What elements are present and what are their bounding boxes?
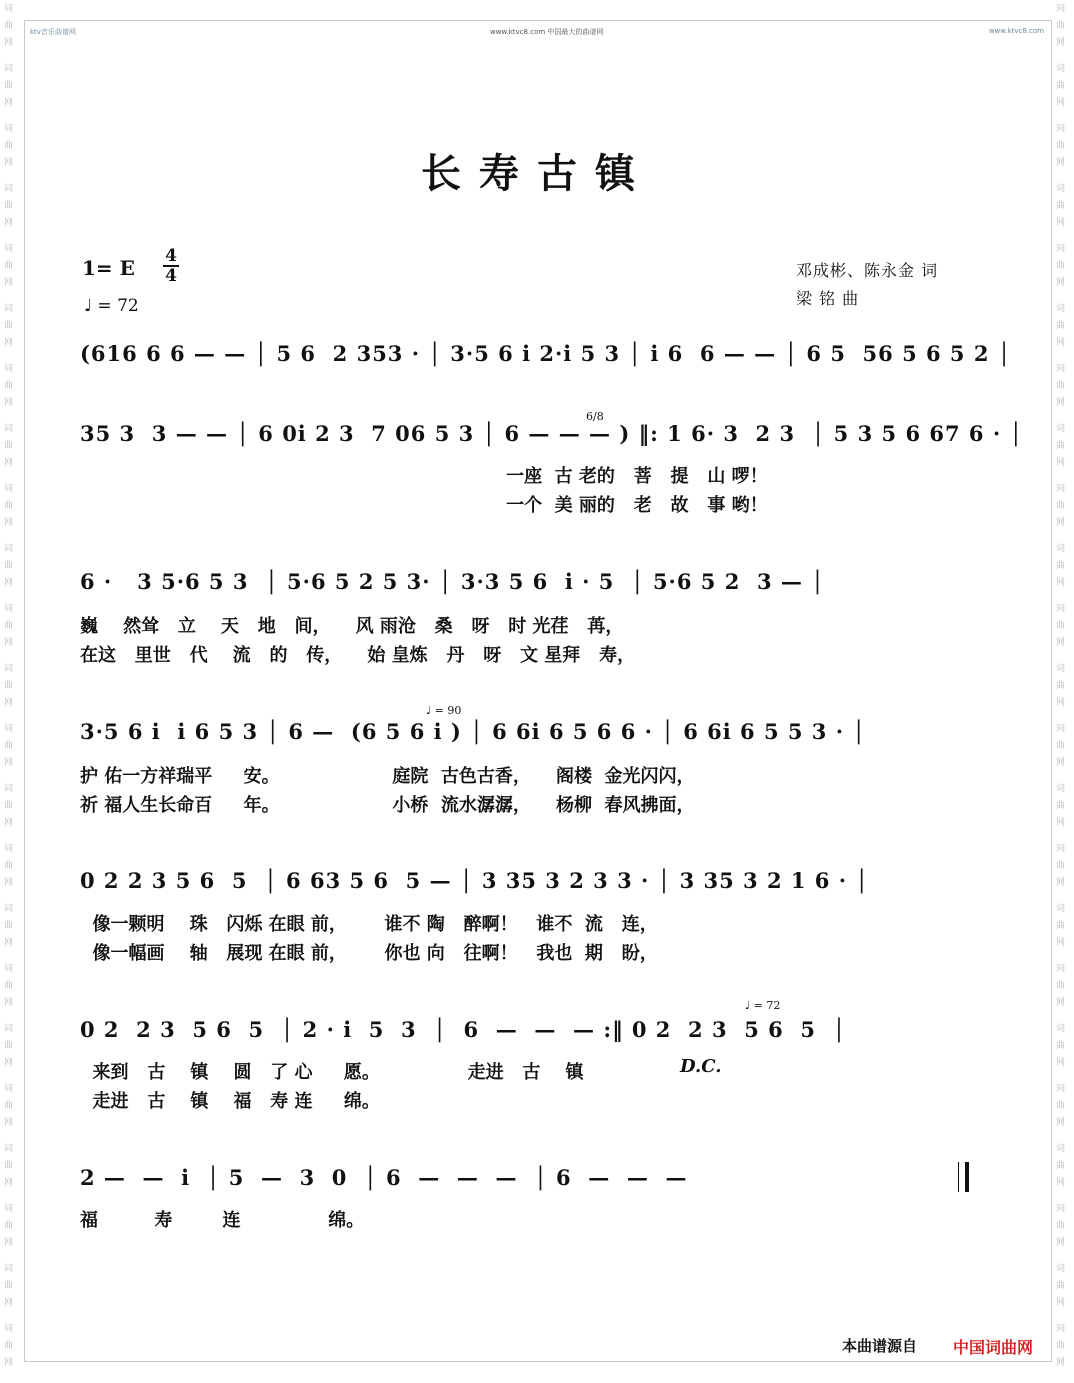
watermark-glyph: 曲 [1056, 1341, 1066, 1351]
watermark-glyph: 网 [4, 338, 14, 348]
watermark-glyph: 词 [1056, 1144, 1066, 1154]
watermark-glyph: 词 [4, 1264, 14, 1274]
watermark-glyph: 网 [1056, 1178, 1066, 1188]
watermark-glyph: 网 [4, 638, 14, 648]
watermark-glyph: 词 [4, 544, 14, 554]
watermark-glyph: 曲 [1056, 1041, 1066, 1051]
watermark-glyph: 网 [4, 518, 14, 528]
watermark-glyph: 词 [4, 844, 14, 854]
page-frame [24, 20, 1052, 1362]
watermark-glyph: 曲 [4, 21, 14, 31]
notation-line-2: 35 3 3 — — │ 6 0i 2 3 7 06 5 3 │ 6 — — — ) ‖: 1 6· 3 2 3 │ 5 3 5 6 67 6 · │ [80, 421, 1024, 446]
watermark-glyph: 网 [1056, 518, 1066, 528]
watermark-glyph: 曲 [1056, 861, 1066, 871]
watermark-glyph: 网 [1056, 98, 1066, 108]
watermark-glyph: 曲 [4, 381, 14, 391]
watermark-glyph: 曲 [1056, 501, 1066, 511]
watermark-glyph: 词 [1056, 904, 1066, 914]
watermark-glyph: 网 [1056, 338, 1066, 348]
lyric-line-2-verse-1: 一座 古 老的 菩 提 山 啰！ [80, 466, 768, 487]
watermark-glyph: 曲 [4, 981, 14, 991]
watermark-glyph: 词 [1056, 844, 1066, 854]
watermark-glyph: 词 [1056, 484, 1066, 494]
watermark-glyph: 词 [1056, 664, 1066, 674]
watermark-glyph: 曲 [4, 81, 14, 91]
watermark-glyph: 词 [4, 424, 14, 434]
watermark-glyph: 网 [1056, 278, 1066, 288]
watermark-glyph: 网 [1056, 998, 1066, 1008]
watermark-glyph: 网 [4, 398, 14, 408]
watermark-glyph: 曲 [4, 1221, 14, 1231]
watermark-glyph: 曲 [1056, 561, 1066, 571]
watermark-glyph: 网 [4, 938, 14, 948]
watermark-glyph: 曲 [4, 801, 14, 811]
watermark-glyph: 曲 [4, 1161, 14, 1171]
watermark-glyph: 曲 [4, 1101, 14, 1111]
lyric-line-7: 福 寿 连 绵。 [80, 1210, 365, 1231]
watermark-glyph: 曲 [1056, 141, 1066, 151]
watermark-glyph: 词 [4, 964, 14, 974]
tempo-marking: ♩ = 72 [84, 296, 139, 316]
watermark-glyph: 网 [4, 158, 14, 168]
watermark-glyph: 曲 [1056, 801, 1066, 811]
watermark-glyph: 曲 [4, 321, 14, 331]
right-watermark-strip [1052, 0, 1074, 1383]
watermark-glyph: 曲 [4, 1341, 14, 1351]
watermark-glyph: 网 [4, 878, 14, 888]
watermark-glyph: 曲 [1056, 21, 1066, 31]
header-left-watermark: ktv音乐曲谱网 [30, 28, 76, 36]
lyric-line-6-verse-2: 走进 古 镇 福 寿 连 绵。 [80, 1091, 380, 1112]
watermark-glyph: 网 [4, 1358, 14, 1368]
watermark-glyph: 词 [1056, 304, 1066, 314]
notation-line-4: 3·5 6 i i 6 5 3 │ 6 — (6 5 6 i ) │ 6 6i 6 5 6 6 · │ 6 6i 6 5 5 3 · │ [80, 719, 866, 744]
watermark-glyph: 词 [4, 1324, 14, 1334]
watermark-glyph: 曲 [1056, 921, 1066, 931]
watermark-glyph: 词 [4, 1084, 14, 1094]
lyric-line-5-verse-1: 像一颗明 珠 闪烁 在眼 前， 谁不 陶 醉啊！ 谁不 流 连， [80, 914, 658, 935]
watermark-glyph: 曲 [1056, 681, 1066, 691]
watermark-glyph: 网 [4, 758, 14, 768]
watermark-glyph: 词 [1056, 364, 1066, 374]
watermark-glyph: 网 [4, 578, 14, 588]
watermark-glyph: 曲 [4, 441, 14, 451]
watermark-glyph: 词 [4, 664, 14, 674]
watermark-glyph: 网 [4, 98, 14, 108]
watermark-glyph: 词 [1056, 424, 1066, 434]
time-signature [163, 248, 179, 284]
tempo-change-90: ♩ = 90 [426, 704, 462, 717]
watermark-glyph: 曲 [1056, 201, 1066, 211]
watermark-glyph: 网 [4, 1118, 14, 1128]
da-capo-mark: D.C. [680, 1056, 722, 1077]
watermark-glyph: 曲 [4, 1041, 14, 1051]
tempo-change-72: ♩ = 72 [745, 999, 781, 1012]
watermark-glyph: 词 [1056, 1084, 1066, 1094]
watermark-glyph: 曲 [1056, 1221, 1066, 1231]
notation-line-5: 0 2 2 3 5 6 5 │ 6 63 5 6 5 — │ 3 35 3 2 3 3 · │ 3 35 3 2 1 6 · │ [80, 868, 869, 893]
lyric-line-3-verse-2: 在这 里世 代 流 的 传， 始 皇炼 丹 呀 文 星拜 寿， [80, 645, 636, 666]
watermark-glyph: 曲 [4, 921, 14, 931]
watermark-glyph: 词 [1056, 724, 1066, 734]
time-signature-top: 4 [165, 246, 177, 266]
watermark-glyph: 曲 [4, 621, 14, 631]
source-label: 本曲谱源自 [842, 1337, 918, 1355]
watermark-glyph: 网 [4, 1298, 14, 1308]
watermark-glyph: 曲 [1056, 321, 1066, 331]
watermark-glyph: 词 [1056, 1324, 1066, 1334]
watermark-glyph: 词 [4, 1024, 14, 1034]
watermark-glyph: 词 [4, 604, 14, 614]
watermark-glyph: 网 [1056, 638, 1066, 648]
left-watermark-strip [0, 0, 22, 1383]
watermark-glyph: 网 [1056, 158, 1066, 168]
watermark-glyph: 网 [4, 1238, 14, 1248]
watermark-glyph: 词 [4, 724, 14, 734]
watermark-glyph: 曲 [1056, 621, 1066, 631]
watermark-glyph: 词 [1056, 184, 1066, 194]
notation-line-3: 6 · 3 5·6 5 3 │ 5·6 5 2 5 3· │ 3·3 5 6 i · 5 │ 5·6 5 2 3 — │ [80, 569, 825, 594]
watermark-glyph: 网 [1056, 218, 1066, 228]
watermark-glyph: 网 [4, 38, 14, 48]
lyricist-credit: 邓成彬、陈永金 词 [796, 261, 939, 280]
final-barline [958, 1162, 969, 1192]
watermark-glyph: 曲 [1056, 1161, 1066, 1171]
watermark-glyph: 曲 [4, 501, 14, 511]
watermark-glyph: 曲 [1056, 981, 1066, 991]
watermark-glyph: 网 [4, 698, 14, 708]
lyric-line-4-verse-1: 护 佑一方祥瑞平 安。 庭院 古色古香， 阁楼 金光闪闪， [80, 766, 695, 787]
watermark-glyph: 词 [4, 4, 14, 14]
watermark-glyph: 词 [4, 904, 14, 914]
watermark-glyph: 词 [4, 784, 14, 794]
watermark-glyph: 词 [4, 184, 14, 194]
watermark-glyph: 词 [1056, 964, 1066, 974]
watermark-glyph: 词 [1056, 64, 1066, 74]
watermark-glyph: 曲 [4, 741, 14, 751]
watermark-glyph: 曲 [4, 561, 14, 571]
lyric-line-3-verse-1: 巍 然耸 立 天 地 间， 风 雨沧 桑 呀 时 光荏 苒， [80, 616, 624, 637]
watermark-glyph: 词 [4, 124, 14, 134]
watermark-glyph: 词 [4, 1204, 14, 1214]
watermark-glyph: 词 [1056, 544, 1066, 554]
watermark-glyph: 词 [1056, 1024, 1066, 1034]
watermark-glyph: 网 [1056, 758, 1066, 768]
watermark-glyph: 曲 [1056, 261, 1066, 271]
watermark-glyph: 网 [4, 218, 14, 228]
watermark-glyph: 词 [4, 64, 14, 74]
key-signature: 1= E [82, 256, 135, 280]
watermark-glyph: 曲 [4, 141, 14, 151]
watermark-glyph: 词 [1056, 1204, 1066, 1214]
notation-line-6: 0 2 2 3 5 6 5 │ 2 · i 5 3 │ 6 — — — :‖ 0 2 2 3 5 6 5 │ [80, 1017, 847, 1042]
time-signature-bottom: 4 [165, 266, 177, 286]
watermark-glyph: 曲 [1056, 441, 1066, 451]
watermark-glyph: 网 [4, 458, 14, 468]
watermark-glyph: 网 [1056, 938, 1066, 948]
watermark-glyph: 网 [4, 1058, 14, 1068]
watermark-glyph: 词 [1056, 784, 1066, 794]
source-site-link[interactable]: 中国词曲网 [953, 1338, 1034, 1357]
composer-credit: 梁 铭 曲 [796, 289, 860, 308]
header-right-watermark: www.ktvc8.com [988, 27, 1044, 35]
watermark-glyph: 曲 [4, 681, 14, 691]
watermark-glyph: 网 [1056, 458, 1066, 468]
watermark-glyph: 曲 [4, 201, 14, 211]
notation-line-1: (616 6 6 — — │ 5 6 2 353 · │ 3·5 6 i 2·i 5 3 │ i 6 6 — — │ 6 5 56 5 6 5 2 │ [80, 341, 1012, 366]
watermark-glyph: 词 [4, 304, 14, 314]
watermark-glyph: 网 [1056, 818, 1066, 828]
watermark-glyph: 网 [1056, 398, 1066, 408]
watermark-glyph: 网 [1056, 578, 1066, 588]
watermark-glyph: 网 [1056, 38, 1066, 48]
watermark-glyph: 曲 [1056, 1101, 1066, 1111]
watermark-glyph: 网 [4, 278, 14, 288]
watermark-glyph: 曲 [1056, 381, 1066, 391]
watermark-glyph: 词 [1056, 124, 1066, 134]
watermark-glyph: 网 [1056, 1118, 1066, 1128]
lyric-line-6-verse-1: 来到 古 镇 圆 了 心 愿。 走进 古 镇 [80, 1062, 584, 1083]
watermark-glyph: 词 [1056, 4, 1066, 14]
watermark-glyph: 词 [1056, 244, 1066, 254]
watermark-glyph: 词 [1056, 1264, 1066, 1274]
watermark-glyph: 曲 [4, 861, 14, 871]
watermark-glyph: 网 [1056, 1298, 1066, 1308]
watermark-glyph: 词 [1056, 604, 1066, 614]
song-title: 长寿古镇 [421, 150, 653, 197]
watermark-glyph: 曲 [1056, 81, 1066, 91]
watermark-glyph: 网 [1056, 1358, 1066, 1368]
watermark-glyph: 网 [1056, 1238, 1066, 1248]
header-center-watermark: www.ktvc8.com 中国最大的曲谱网 [490, 28, 604, 36]
watermark-glyph: 词 [4, 484, 14, 494]
lyric-line-2-verse-2: 一个 美 丽的 老 故 事 哟！ [80, 495, 768, 516]
watermark-glyph: 词 [4, 1144, 14, 1154]
watermark-glyph: 网 [1056, 698, 1066, 708]
watermark-glyph: 曲 [1056, 741, 1066, 751]
lyric-line-5-verse-2: 像一幅画 轴 展现 在眼 前， 你也 向 往啊！ 我也 期 盼， [80, 943, 658, 964]
watermark-glyph: 网 [4, 1178, 14, 1188]
volta-mark: 6/8 [586, 410, 604, 423]
watermark-glyph: 词 [4, 364, 14, 374]
watermark-glyph: 词 [4, 244, 14, 254]
notation-line-7: 2 — — i │ 5 — 3 0 │ 6 — — — │ 6 — — — [80, 1165, 688, 1190]
watermark-glyph: 曲 [4, 1281, 14, 1291]
watermark-glyph: 曲 [1056, 1281, 1066, 1291]
watermark-glyph: 网 [1056, 1058, 1066, 1068]
watermark-glyph: 网 [4, 818, 14, 828]
lyric-line-4-verse-2: 祈 福人生长命百 年。 小桥 流水潺潺， 杨柳 春风拂面， [80, 795, 695, 816]
watermark-glyph: 网 [4, 998, 14, 1008]
watermark-glyph: 曲 [4, 261, 14, 271]
watermark-glyph: 网 [1056, 878, 1066, 888]
